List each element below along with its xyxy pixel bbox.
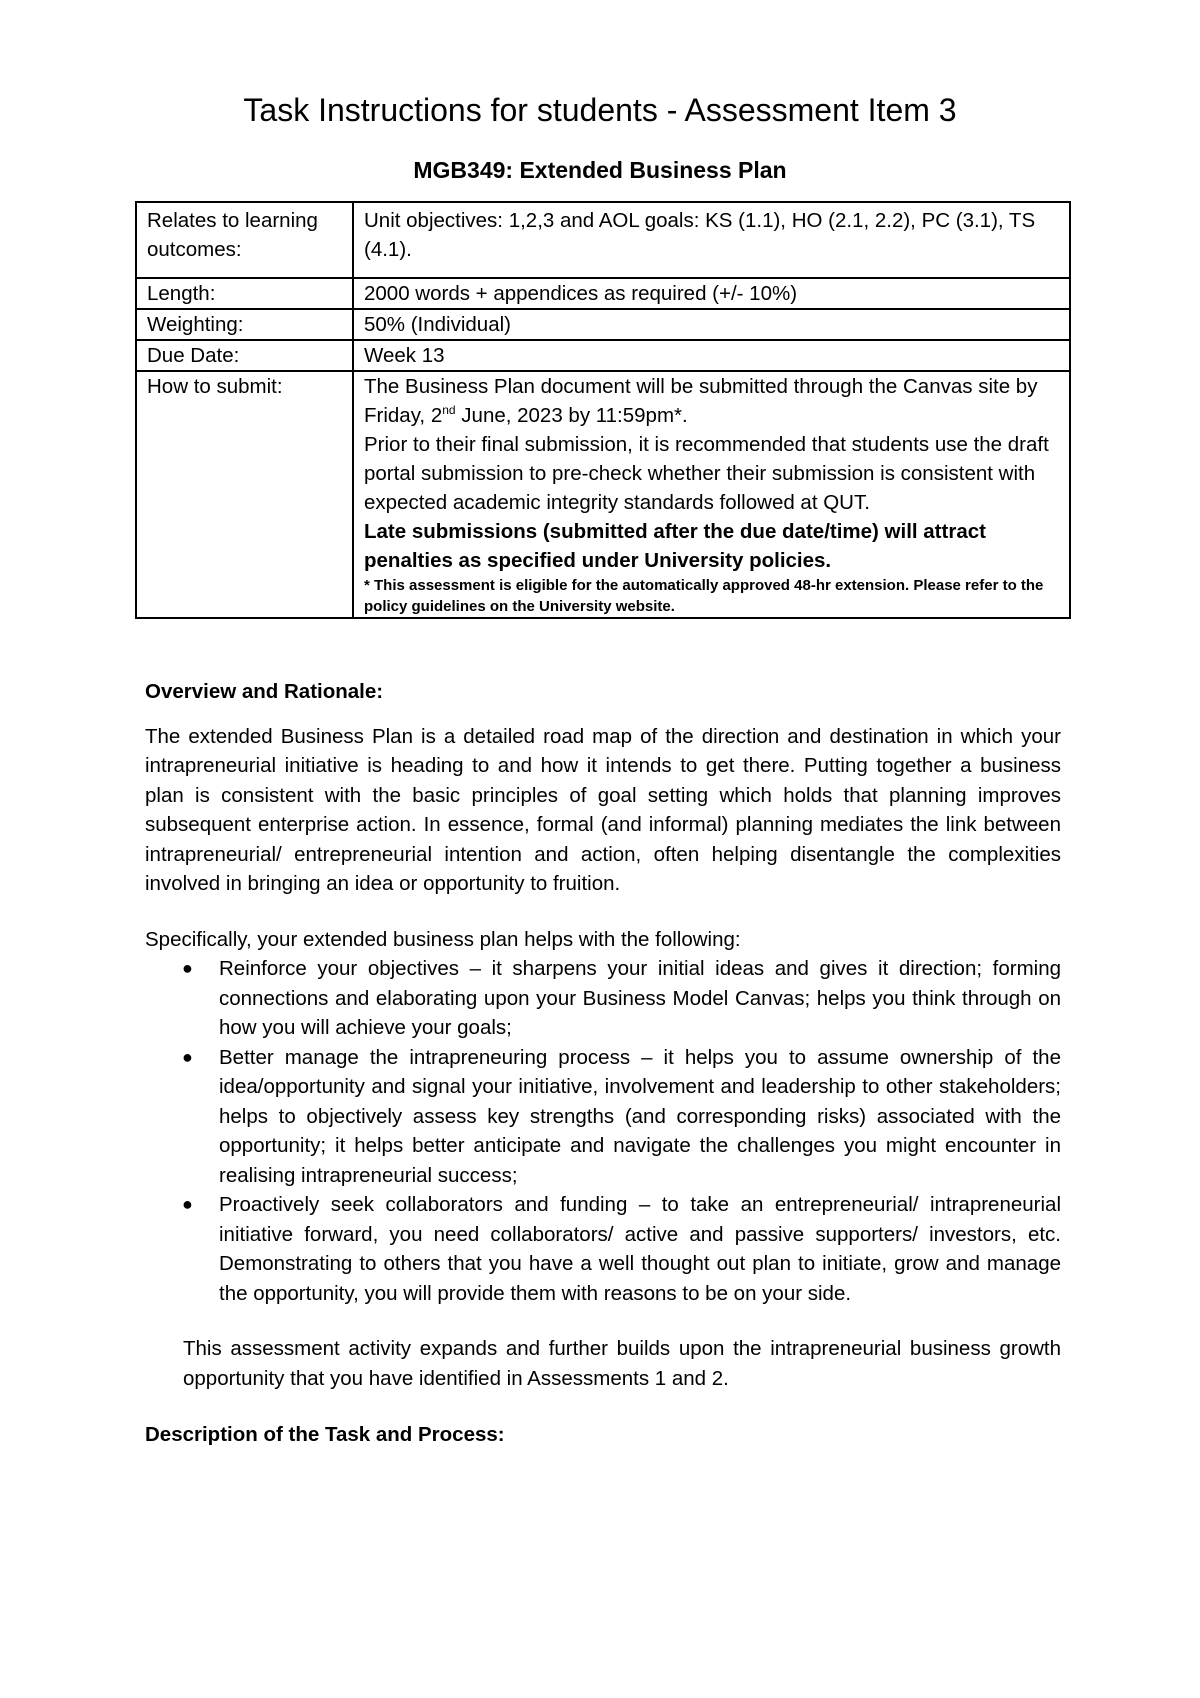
list-item: ● Proactively seek collaborators and funding – to take an entrepreneurial/ intrapreneurial initiative forward, you need collaborators/ active and passive supporters/ investors, etc. Demonstrating to others that you have a well thought out plan to initiate, grow and manage the opportunity, you will provide them with reasons to be on your side. — [145, 1190, 1061, 1308]
submit-integrity-note: Prior to their final submission, it is recommended that students use the draft portal submission to pre-check whether their submission is consistent with expected academic integrity standards followed at QUT. — [364, 433, 1049, 514]
description-heading: Description of the Task and Process: — [145, 1423, 505, 1446]
page-title: Task Instructions for students - Assessment Item 3 — [243, 92, 957, 128]
row-label: How to submit: — [136, 371, 353, 618]
benefits-intro: Specifically, your extended business plan helps with the following: — [145, 927, 741, 951]
bullet-icon: ● — [182, 1046, 193, 1067]
list-item: ● Better manage the intrapreneuring process – it helps you to assume ownership of the idea/opportunity and signal your initiative, involvement and leadership to other stakeholders; helps to objectively assess key strengths (and corresponding risks) associated with the opportunity; it helps better anticipate and navigate the challenges you might encounter in realising intrapreneurial success; — [145, 1043, 1061, 1191]
list-item: ● Reinforce your objectives – it sharpens your initial ideas and gives it direction; forming connections and elaborating upon your Business Model Canvas; helps you think through on how you will achieve your goals; — [145, 954, 1061, 1043]
bullet-icon: ● — [182, 958, 193, 978]
overview-paragraph: The extended Business Plan is a detailed road map of the direction and destination in which your intrapreneurial initiative is heading to and how it intends to get there. Putting together a business plan is consistent with the basic principles of goal setting which holds that planning improves subsequent enterprise action. In essence, formal (and informal) planning mediates the link between intrapreneurial/ entrepreneurial intention and action, often helping disentangle the complexities involved in bringing an idea or opportunity to fruition. — [145, 724, 1061, 895]
overview-heading: Overview and Rationale: — [145, 680, 384, 703]
assessment-info-table — [135, 201, 1071, 619]
overview-section — [145, 677, 1061, 1450]
row-label: Due Date: — [136, 340, 353, 371]
ordinal-suffix: nd — [442, 403, 456, 418]
extension-note: * This assessment is eligible for the automatically approved 48-hr extension. Please refer to the policy guidelines on the University website. — [364, 577, 1044, 615]
closing-paragraph: This assessment activity expands and further builds upon the intrapreneurial business growth opportunity that you have identified in Assessments 1 and 2. — [183, 1337, 1061, 1390]
table-row — [136, 202, 1070, 278]
table-row — [136, 340, 1070, 371]
row-label: Weighting: — [136, 309, 353, 340]
row-value: 2000 words + appendices as required (+/- 10%) — [353, 278, 1070, 309]
table-row — [136, 309, 1070, 340]
unit-subtitle: MGB349: Extended Business Plan — [413, 157, 787, 183]
row-label: Relates to learning outcomes: — [136, 202, 353, 278]
table-row — [136, 278, 1070, 309]
benefits-list — [145, 954, 1061, 1308]
submit-deadline: The Business Plan document will be submitted through the Canvas site by Friday, 2nd June, 2023 by 11:59pm*. — [364, 375, 1038, 427]
row-value: Unit objectives: 1,2,3 and AOL goals: KS (1.1), HO (2.1, 2.2), PC (3.1), TS (4.1). — [353, 202, 1070, 278]
row-value: Week 13 — [353, 340, 1070, 371]
bullet-icon: ● — [182, 1194, 193, 1214]
row-value: 50% (Individual) — [353, 309, 1070, 340]
submit-details — [353, 371, 1070, 618]
late-submission-warning: Late submissions (submitted after the due date/time) will attract penalties as specified under University policies. — [364, 520, 986, 572]
table-row — [136, 371, 1070, 618]
row-label: Length: — [136, 278, 353, 309]
